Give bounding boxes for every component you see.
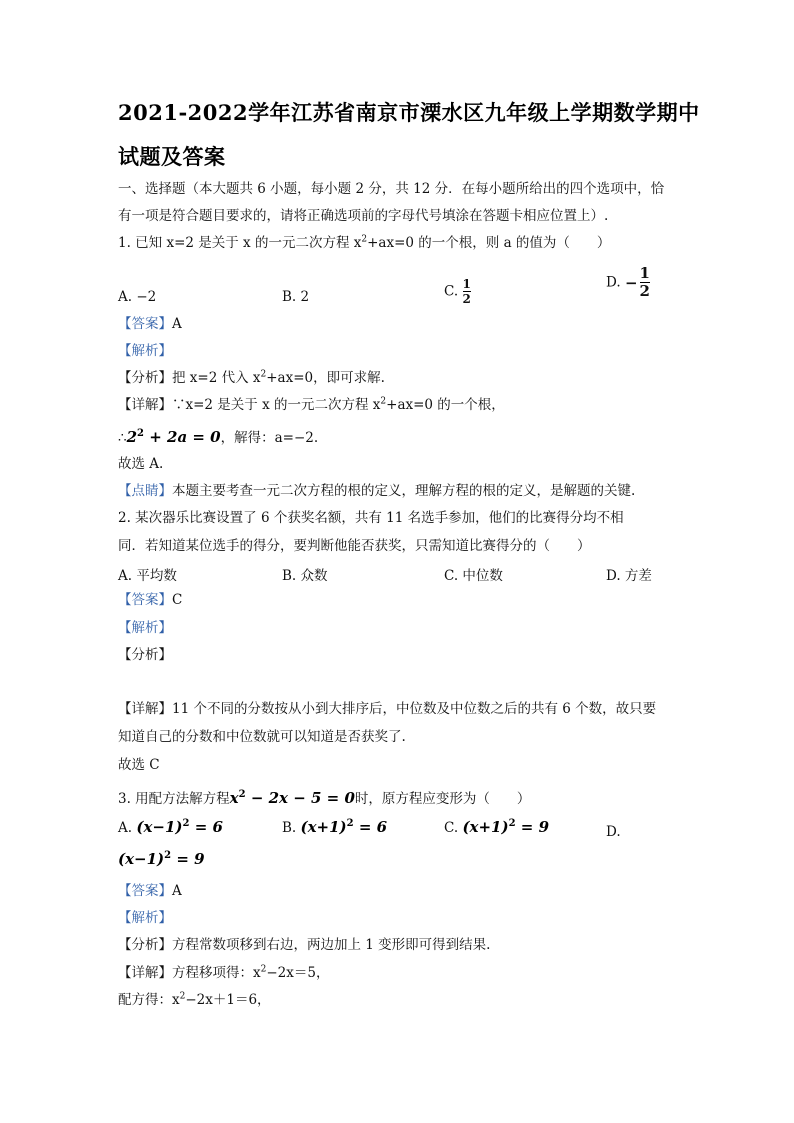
question-2-stem-continued: 同．若知道某位选手的得分，要判断他能否获奖，只需知道比赛得分的（ ） [118,538,591,554]
page-title: 2021-2022学年江苏省南京市溧水区九年级上学期数学期中 [118,100,700,125]
q2-option-d: D. 方差 [606,568,652,584]
q1-option-b: B. 2 [282,289,310,305]
q3-equation: $x^2 - 2x - 5 = 0$ [229,789,355,807]
q1-equation: $2^2 + 2a = 0$ [126,428,221,446]
q3-answer: 【答案】A [118,883,182,899]
q3-option-c: C. $(x+1)^2 = 9$ [444,818,550,836]
q1-option-a: A. −2 [118,289,157,305]
q1-analysis-heading: 【解析】 [118,343,172,359]
q2-option-c: C. 中位数 [444,568,503,584]
fraction-neg-one-half: $\frac{1}{2}$ [639,264,650,300]
q1-answer: 【答案】A [118,316,182,332]
q2-fenxi: 【分析】 [118,647,172,663]
q2-detail-continued: 知道自己的分数和中位数就可以知道是否获奖了. [118,729,406,745]
question-3-stem: 3. 用配方法解方程$x^2 - 2x - 5 = 0$时，原方程应变形为（ ） [118,789,531,807]
q1-comment: 【点睛】本题主要考查一元二次方程的根的定义，理解方程的根的定义，是解题的关键. [118,483,636,499]
q1-fenxi: 【分析】把 x=2 代入 $x^2+ax=0$，即可求解. [118,369,385,386]
q2-option-a: A. 平均数 [118,568,177,584]
q1-option-d: D. − $\frac{1}{2}$ [606,264,650,300]
q1-detail: 【详解】∵x=2 是关于 x 的一元二次方程 $x^2+ax=0$ 的一个根， [118,396,505,413]
question-2-stem: 2. 某次器乐比赛设置了 6 个获奖名额，共有 11 名选手参加，他们的比赛得分均不相 [118,510,624,526]
q2-option-b: B. 众数 [282,568,328,584]
section-intro-continued: 有一项是符合题目要求的，请将正确选项前的字母代号填涂在答题卡相应位置上）. [118,208,609,224]
q3-detail: 【详解】方程移项得：$x^2-2x=5$， [118,964,330,981]
q1-option-c: C. $\frac{1}{2}$ [444,277,471,306]
q2-answer: 【答案】C [118,592,183,608]
q3-analysis-heading: 【解析】 [118,910,172,926]
q3-option-d-label: D. [606,824,621,840]
question-1-stem: 1. 已知 x=2 是关于 x 的一元二次方程 $x^2+ax=0$ 的一个根，则 a 的值为（ ） [118,234,611,251]
q3-option-d: $(x-1)^2 = 9$ [118,850,205,868]
section-intro: 一、选择题（本大题共 6 小题，每小题 2 分，共 12 分．在每小题所给出的四个选项中，恰 [118,181,665,197]
q3-complete-square: 配方得：$x^2-2x+1=6$， [118,991,271,1008]
q2-detail: 【详解】11 个不同的分数按从小到大排序后，中位数及中位数之后的共有 6 个数，故只要 [118,701,657,717]
q1-equation-line: $\therefore 2^2 + 2a = 0$，解得：a=−2. [118,428,319,446]
fraction-one-half: $\frac{1}{2}$ [462,277,471,306]
page-title-continued: 试题及答案 [118,144,226,169]
q1-choose: 故选 A. [118,456,164,472]
q2-analysis-heading: 【解析】 [118,620,172,636]
q2-choose: 故选 C [118,757,160,773]
q3-option-a: A. $(x-1)^2 = 6$ [118,818,223,836]
q3-fenxi: 【分析】方程常数项移到右边，两边加上 1 变形即可得到结果. [118,937,491,953]
q3-option-b: B. $(x+1)^2 = 6$ [282,818,388,836]
